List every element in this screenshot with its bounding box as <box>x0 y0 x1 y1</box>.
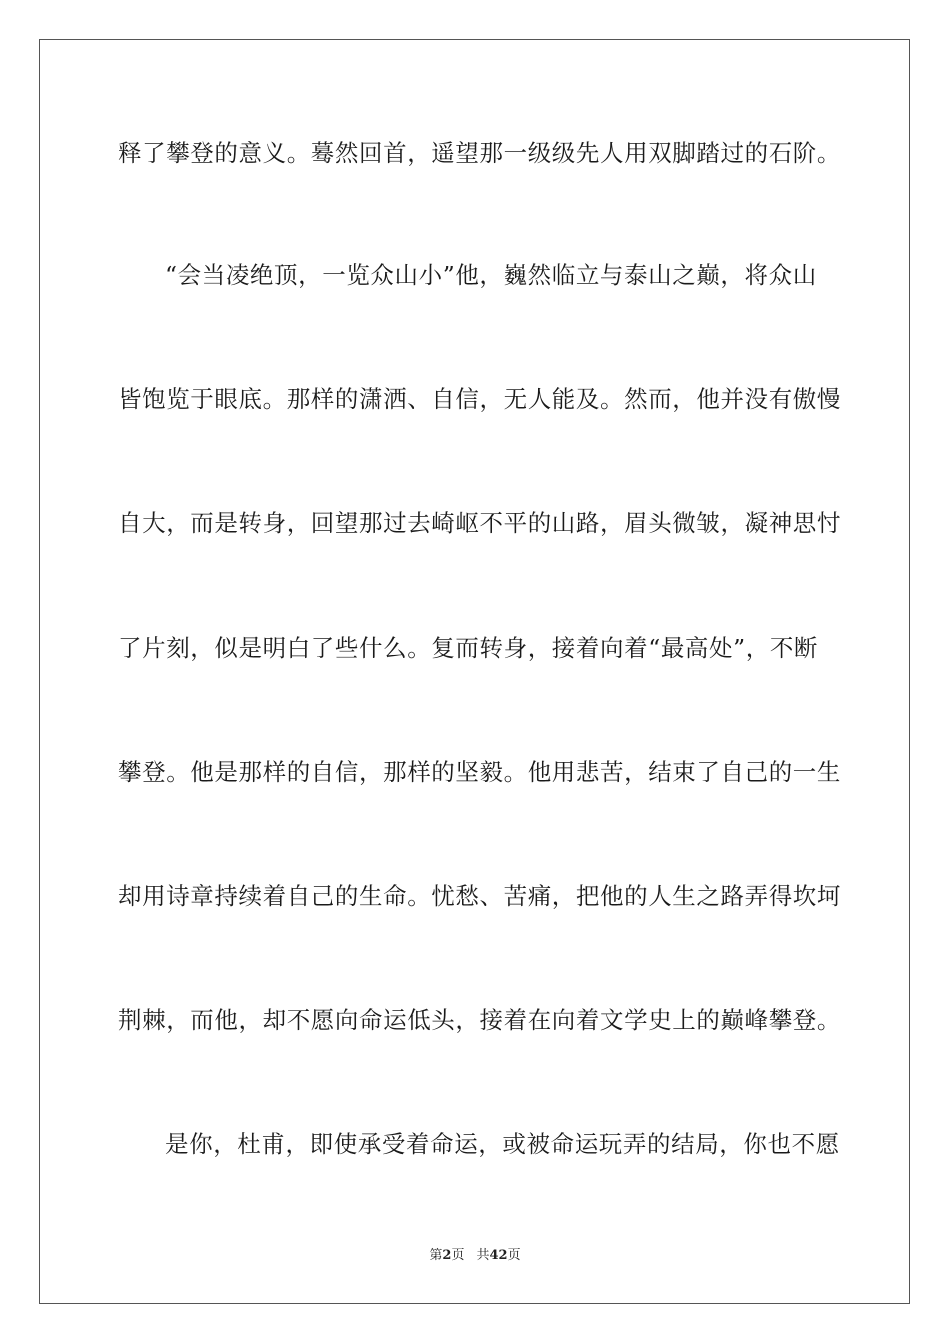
body-line-4: 自大，而是转身，回望那过去崎岖不平的山路，眉头微皱，凝神思忖 <box>118 509 841 537</box>
page-number: 2 <box>442 1248 452 1263</box>
body-line-1: 释了攀登的意义。蓦然回首，遥望那一级级先人用双脚踏过的石阶。 <box>118 139 841 167</box>
total-suffix: 页 <box>507 1248 521 1263</box>
page-suffix: 页 <box>451 1248 465 1263</box>
page-prefix: 第 <box>429 1248 443 1263</box>
body-line-3: 皆饱览于眼底。那样的潇洒、自信，无人能及。然而，他并没有傲慢 <box>118 385 841 413</box>
page-footer <box>0 1247 950 1265</box>
body-line-8: 荆棘，而他，却不愿向命运低头，接着在向着文学史上的巅峰攀登。 <box>118 1006 841 1034</box>
total-pages: 42 <box>489 1248 508 1263</box>
body-line-9: 是你，杜甫，即使承受着命运，或被命运玩弄的结局，你也不愿 <box>165 1130 840 1158</box>
page-border <box>39 39 910 1304</box>
total-prefix: 共 <box>476 1248 490 1263</box>
body-line-2: “会当凌绝顶，一览众山小”他，巍然临立与泰山之巅，将众山 <box>165 261 817 289</box>
body-line-7: 却用诗章持续着自己的生命。忧愁、苦痛，把他的人生之路弄得坎坷 <box>118 882 841 910</box>
body-line-5: 了片刻，似是明白了些什么。复而转身，接着向着“最高处”，不断 <box>118 634 819 662</box>
body-line-6: 攀登。他是那样的自信，那样的坚毅。他用悲苦，结束了自己的一生 <box>118 758 841 786</box>
